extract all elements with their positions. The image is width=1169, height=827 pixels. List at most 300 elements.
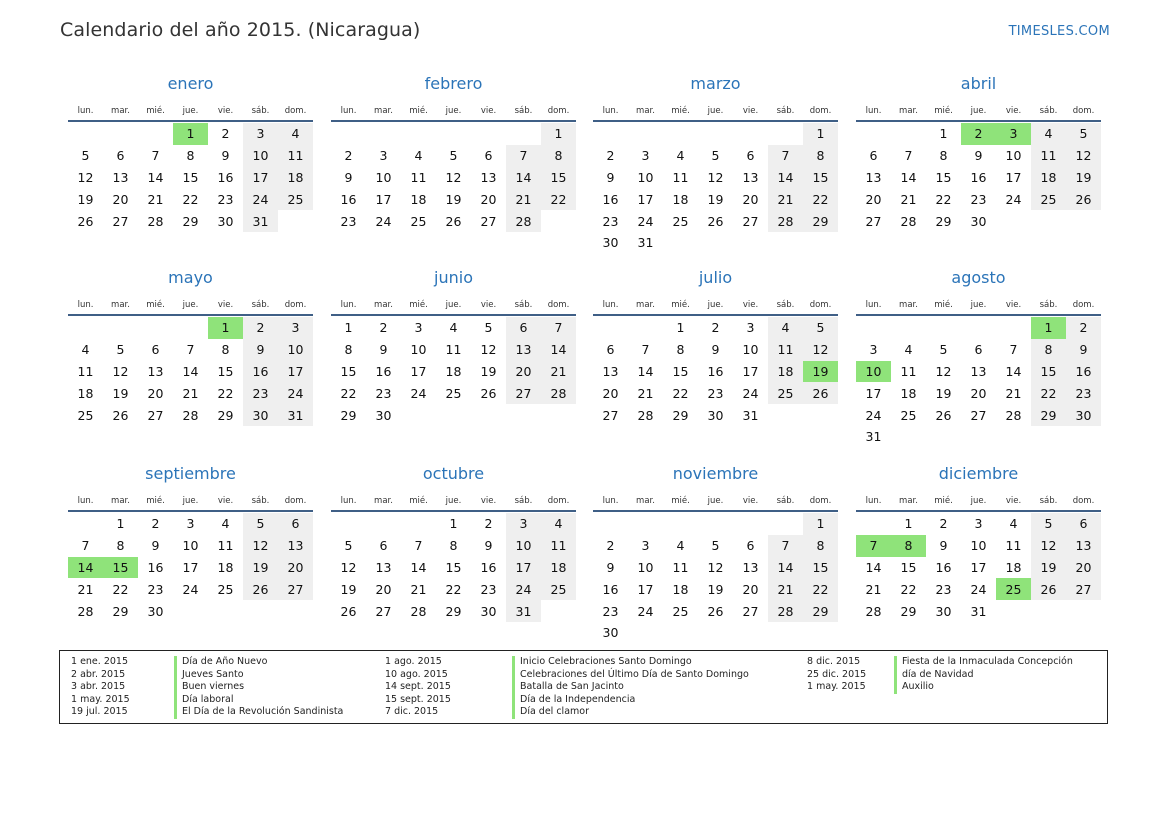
day-cell: 10: [375, 169, 392, 185]
day-cell: 14: [541, 339, 576, 361]
empty-cell: [663, 513, 698, 535]
day-cell: 29: [900, 603, 917, 619]
weekday-label: mié.: [409, 106, 428, 116]
day-cell: 24: [375, 213, 392, 229]
day-cell: 21: [865, 581, 882, 597]
header-rule: [593, 510, 838, 512]
legend-holiday-name: Batalla de San Jacinto: [512, 681, 749, 694]
day-cell: 30: [1066, 404, 1101, 426]
day-cell: 3: [414, 320, 423, 336]
day-cell: 29: [340, 407, 357, 423]
day-cell: 25: [672, 213, 689, 229]
day-cell: 9: [151, 538, 160, 554]
empty-cell: [593, 317, 628, 339]
day-cell: 16: [602, 581, 619, 597]
empty-cell: [698, 123, 733, 145]
day-cell: 22: [217, 385, 234, 401]
day-cell: 19: [707, 581, 724, 597]
day-cell: 2: [711, 320, 720, 336]
day-grid: [593, 123, 838, 254]
day-cell: 22: [672, 385, 689, 401]
day-cell: 19: [112, 385, 129, 401]
day-cell: 15: [900, 559, 917, 575]
weekday-label: mié.: [409, 300, 428, 310]
day-cell: 16: [243, 361, 278, 383]
weekday-label: jue.: [707, 496, 724, 506]
day-cell: 23: [217, 191, 234, 207]
empty-cell: [173, 317, 208, 339]
day-cell: 3: [379, 148, 388, 164]
weekday-label: sáb.: [776, 496, 795, 506]
day-cell: 13: [147, 363, 164, 379]
day-cell: 12: [77, 169, 94, 185]
weekday-label: vie.: [1005, 496, 1022, 506]
day-cell: 13: [1066, 535, 1101, 557]
day-cell: 20: [742, 581, 759, 597]
day-cell: 23: [602, 213, 619, 229]
weekday-label: jue.: [970, 300, 987, 310]
day-cell: 6: [1066, 513, 1101, 535]
month-name: junio: [434, 268, 473, 287]
empty-cell: [68, 513, 103, 535]
day-cell: 18: [1031, 167, 1066, 189]
day-cell: 20: [112, 191, 129, 207]
holiday-day-cell: 14: [68, 557, 103, 579]
day-cell: 23: [243, 382, 278, 404]
day-cell: 26: [77, 213, 94, 229]
day-cell: 26: [340, 603, 357, 619]
day-cell: 24: [182, 581, 199, 597]
weekday-label: lun.: [77, 496, 94, 506]
weekday-label: lun.: [602, 496, 619, 506]
month-julio: [593, 268, 838, 426]
day-cell: 26: [707, 213, 724, 229]
day-cell: 1: [803, 123, 838, 145]
holiday-day-cell: 10: [856, 361, 891, 383]
day-cell: 11: [672, 559, 689, 575]
day-cell: 17: [865, 385, 882, 401]
weekday-label: dom.: [1072, 496, 1095, 506]
day-cell: 3: [746, 320, 755, 336]
day-cell: 12: [935, 363, 952, 379]
day-cell: 17: [970, 559, 987, 575]
day-cell: 28: [77, 603, 94, 619]
day-cell: 12: [1066, 145, 1101, 167]
legend-holiday-name: Celebraciones del Último Día de Santo Domingo: [512, 669, 749, 682]
day-cell: 22: [182, 191, 199, 207]
day-cell: 22: [803, 578, 838, 600]
day-cell: 4: [676, 538, 685, 554]
day-cell: 6: [278, 513, 313, 535]
day-cell: 2: [379, 320, 388, 336]
day-cell: 6: [974, 342, 983, 358]
day-cell: 6: [746, 148, 755, 164]
day-cell: 9: [221, 148, 230, 164]
day-cell: 22: [1031, 382, 1066, 404]
day-cell: 14: [637, 363, 654, 379]
day-cell: 17: [637, 191, 654, 207]
day-cell: 26: [803, 382, 838, 404]
legend-date: 25 dic. 2015: [807, 668, 867, 680]
day-cell: 19: [707, 191, 724, 207]
day-cell: 15: [1031, 361, 1066, 383]
day-cell: 17: [1005, 169, 1022, 185]
day-cell: 20: [865, 191, 882, 207]
day-cell: 14: [147, 169, 164, 185]
day-cell: 16: [707, 363, 724, 379]
weekday-label: vie.: [217, 106, 234, 116]
weekday-label: mié.: [146, 106, 165, 116]
month-name: abril: [960, 74, 997, 93]
day-cell: 26: [1031, 578, 1066, 600]
day-cell: 16: [375, 363, 392, 379]
weekday-label: mar.: [111, 106, 130, 116]
day-cell: 1: [449, 516, 458, 532]
holiday-day-cell: 8: [891, 535, 926, 557]
header-rule: [593, 120, 838, 122]
day-cell: 4: [449, 320, 458, 336]
day-cell: 25: [672, 603, 689, 619]
day-cell: 6: [379, 538, 388, 554]
weekday-label: mar.: [636, 300, 655, 310]
day-cell: 24: [970, 581, 987, 597]
header-rule: [68, 510, 313, 512]
weekday-label: mié.: [934, 300, 953, 310]
holiday-day-cell: 2: [961, 123, 996, 145]
legend-dates-column: [71, 656, 130, 719]
weekday-label: dom.: [1072, 106, 1095, 116]
day-cell: 5: [939, 342, 948, 358]
month-name: julio: [698, 268, 733, 287]
day-cell: 2: [243, 317, 278, 339]
day-cell: 27: [742, 213, 759, 229]
weekday-label: vie.: [480, 106, 497, 116]
day-cell: 10: [243, 145, 278, 167]
day-cell: 30: [970, 213, 987, 229]
day-cell: 11: [1031, 145, 1066, 167]
day-cell: 26: [480, 385, 497, 401]
day-cell: 5: [711, 148, 720, 164]
day-cell: 21: [182, 385, 199, 401]
weekday-header: [856, 292, 1101, 310]
empty-cell: [856, 317, 891, 339]
day-cell: 3: [243, 123, 278, 145]
day-cell: 6: [506, 317, 541, 339]
day-cell: 2: [151, 516, 160, 532]
day-cell: 8: [221, 342, 230, 358]
empty-cell: [471, 123, 506, 145]
month-noviembre: [593, 464, 838, 644]
day-cell: 1: [904, 516, 913, 532]
empty-cell: [628, 513, 663, 535]
day-cell: 4: [768, 317, 803, 339]
weekday-label: mié.: [146, 300, 165, 310]
legend-holiday-name: Día de la Independencia: [512, 694, 749, 707]
day-cell: 20: [147, 385, 164, 401]
brand-link[interactable]: TIMESLES.COM: [1008, 24, 1110, 39]
day-cell: 14: [506, 167, 541, 189]
day-cell: 2: [221, 126, 230, 142]
day-cell: 18: [672, 191, 689, 207]
weekday-label: mié.: [146, 496, 165, 506]
day-cell: 9: [939, 538, 948, 554]
day-cell: 21: [1005, 385, 1022, 401]
day-cell: 9: [243, 339, 278, 361]
day-cell: 7: [186, 342, 195, 358]
day-cell: 25: [445, 385, 462, 401]
holiday-day-cell: 19: [803, 361, 838, 383]
weekday-label: dom.: [547, 300, 570, 310]
day-cell: 20: [602, 385, 619, 401]
day-cell: 21: [147, 191, 164, 207]
day-cell: 28: [865, 603, 882, 619]
day-cell: 22: [340, 385, 357, 401]
month-name: noviembre: [672, 464, 759, 483]
legend-dates-column: [807, 656, 866, 694]
weekday-label: jue.: [445, 300, 462, 310]
header-rule: [856, 510, 1101, 512]
legend-holiday-name: Inicio Celebraciones Santo Domingo: [512, 656, 749, 669]
month-name: septiembre: [145, 464, 236, 483]
day-cell: 27: [278, 578, 313, 600]
legend-holiday-name: El Día de la Revolución Sandinista: [174, 706, 343, 719]
empty-cell: [768, 513, 803, 535]
day-grid: [856, 513, 1101, 622]
day-cell: 6: [116, 148, 125, 164]
day-cell: 19: [480, 363, 497, 379]
weekday-label: lun.: [77, 106, 94, 116]
day-cell: 4: [541, 513, 576, 535]
day-cell: 2: [606, 538, 615, 554]
day-cell: 29: [112, 603, 129, 619]
legend-date: 1 may. 2015: [807, 681, 866, 693]
legend-date: 15 sept. 2015: [385, 693, 451, 705]
empty-cell: [628, 317, 663, 339]
weekday-header: [593, 488, 838, 506]
day-cell: 24: [243, 188, 278, 210]
weekday-label: dom.: [809, 496, 832, 506]
legend-date: 1 ago. 2015: [385, 656, 442, 667]
empty-cell: [996, 317, 1031, 339]
day-cell: 7: [414, 538, 423, 554]
day-cell: 12: [445, 169, 462, 185]
holiday-day-cell: 3: [996, 123, 1031, 145]
day-cell: 26: [1066, 188, 1101, 210]
weekday-label: mié.: [671, 300, 690, 310]
day-cell: 29: [1031, 404, 1066, 426]
legend-date: 10 ago. 2015: [385, 668, 448, 680]
day-cell: 11: [900, 363, 917, 379]
weekday-header: [593, 292, 838, 310]
day-cell: 13: [602, 363, 619, 379]
day-cell: 4: [221, 516, 230, 532]
weekday-label: vie.: [217, 300, 234, 310]
legend-date: 1 ene. 2015: [71, 656, 128, 667]
empty-cell: [856, 123, 891, 145]
empty-cell: [138, 123, 173, 145]
day-cell: 23: [602, 603, 619, 619]
day-cell: 10: [742, 342, 759, 358]
weekday-label: sáb.: [251, 300, 270, 310]
day-cell: 10: [410, 342, 427, 358]
day-cell: 8: [116, 538, 125, 554]
weekday-label: dom.: [1072, 300, 1095, 310]
day-cell: 6: [746, 538, 755, 554]
day-cell: 8: [939, 148, 948, 164]
day-cell: 16: [1066, 361, 1101, 383]
weekday-label: jue.: [970, 496, 987, 506]
empty-cell: [68, 123, 103, 145]
weekday-label: sáb.: [514, 106, 533, 116]
day-cell: 29: [935, 213, 952, 229]
day-cell: 8: [803, 145, 838, 167]
day-cell: 28: [900, 213, 917, 229]
day-grid: [68, 317, 313, 426]
day-cell: 26: [935, 407, 952, 423]
day-cell: 3: [186, 516, 195, 532]
day-cell: 20: [742, 191, 759, 207]
weekday-label: jue.: [182, 300, 199, 310]
day-cell: 17: [742, 363, 759, 379]
empty-cell: [961, 317, 996, 339]
weekday-label: mar.: [374, 300, 393, 310]
day-cell: 19: [77, 191, 94, 207]
day-cell: 19: [445, 191, 462, 207]
day-cell: 1: [803, 513, 838, 535]
day-cell: 21: [768, 578, 803, 600]
weekday-label: lun.: [602, 300, 619, 310]
day-cell: 1: [541, 123, 576, 145]
day-cell: 19: [1031, 557, 1066, 579]
page-title: Calendario del año 2015. (Nicaragua): [60, 19, 421, 41]
day-cell: 15: [541, 167, 576, 189]
day-cell: 20: [1066, 557, 1101, 579]
day-cell: 17: [506, 557, 541, 579]
day-cell: 21: [900, 191, 917, 207]
day-cell: 6: [151, 342, 160, 358]
month-junio: [331, 268, 576, 426]
header-rule: [68, 120, 313, 122]
day-cell: 17: [375, 191, 392, 207]
day-cell: 22: [803, 188, 838, 210]
weekday-label: vie.: [217, 496, 234, 506]
day-cell: 13: [865, 169, 882, 185]
day-cell: 29: [803, 210, 838, 232]
day-cell: 27: [375, 603, 392, 619]
day-cell: 23: [480, 581, 497, 597]
weekday-header: [68, 98, 313, 116]
month-name: enero: [167, 74, 214, 93]
day-cell: 4: [1031, 123, 1066, 145]
day-cell: 18: [672, 581, 689, 597]
day-cell: 12: [1031, 535, 1066, 557]
day-cell: 7: [506, 145, 541, 167]
day-cell: 14: [900, 169, 917, 185]
day-cell: 29: [803, 600, 838, 622]
month-name: diciembre: [938, 464, 1019, 483]
weekday-label: mié.: [934, 496, 953, 506]
weekday-label: mar.: [374, 106, 393, 116]
weekday-label: mar.: [899, 300, 918, 310]
day-cell: 16: [602, 191, 619, 207]
day-cell: 15: [182, 169, 199, 185]
day-cell: 17: [278, 361, 313, 383]
empty-cell: [331, 123, 366, 145]
day-cell: 11: [541, 535, 576, 557]
day-cell: 28: [182, 407, 199, 423]
weekday-label: lun.: [865, 106, 882, 116]
empty-cell: [366, 123, 401, 145]
day-cell: 22: [445, 581, 462, 597]
day-cell: 9: [606, 559, 615, 575]
weekday-label: mié.: [671, 106, 690, 116]
day-cell: 2: [939, 516, 948, 532]
legend-names-column: [174, 656, 343, 719]
day-cell: 24: [506, 578, 541, 600]
day-grid: [856, 123, 1101, 232]
day-cell: 13: [506, 339, 541, 361]
header-rule: [331, 120, 576, 122]
day-cell: 3: [278, 317, 313, 339]
empty-cell: [401, 513, 436, 535]
day-cell: 9: [606, 169, 615, 185]
day-cell: 23: [970, 191, 987, 207]
month-name: agosto: [951, 268, 1006, 287]
day-cell: 11: [672, 169, 689, 185]
empty-cell: [628, 123, 663, 145]
day-cell: 2: [1066, 317, 1101, 339]
day-cell: 13: [112, 169, 129, 185]
day-cell: 19: [935, 385, 952, 401]
day-cell: 4: [414, 148, 423, 164]
day-cell: 20: [375, 581, 392, 597]
legend-date: 7 dic. 2015: [385, 706, 439, 718]
day-cell: 28: [541, 382, 576, 404]
day-cell: 8: [1031, 339, 1066, 361]
day-cell: 17: [637, 581, 654, 597]
day-cell: 5: [1031, 513, 1066, 535]
day-cell: 7: [768, 145, 803, 167]
weekday-label: dom.: [284, 496, 307, 506]
weekday-label: mar.: [111, 300, 130, 310]
day-cell: 28: [506, 210, 541, 232]
weekday-header: [593, 98, 838, 116]
legend-holiday-name: Día del clamor: [512, 706, 749, 719]
day-cell: 26: [112, 407, 129, 423]
day-cell: 11: [77, 363, 94, 379]
day-cell: 5: [116, 342, 125, 358]
legend-date: 1 may. 2015: [71, 693, 130, 705]
weekday-label: dom.: [284, 300, 307, 310]
day-cell: 26: [445, 213, 462, 229]
day-cell: 24: [637, 213, 654, 229]
legend-holiday-name: Día laboral: [174, 694, 343, 707]
legend-holiday-name: Día de Año Nuevo: [174, 656, 343, 669]
header-rule: [331, 510, 576, 512]
day-cell: 30: [217, 213, 234, 229]
day-cell: 5: [243, 513, 278, 535]
day-cell: 20: [278, 557, 313, 579]
empty-cell: [401, 123, 436, 145]
month-name: octubre: [422, 464, 485, 483]
day-cell: 27: [865, 213, 882, 229]
day-cell: 14: [768, 557, 803, 579]
month-agosto: [856, 268, 1101, 448]
day-cell: 2: [484, 516, 493, 532]
day-cell: 15: [217, 363, 234, 379]
weekday-label: sáb.: [1039, 106, 1058, 116]
month-octubre: [331, 464, 576, 622]
